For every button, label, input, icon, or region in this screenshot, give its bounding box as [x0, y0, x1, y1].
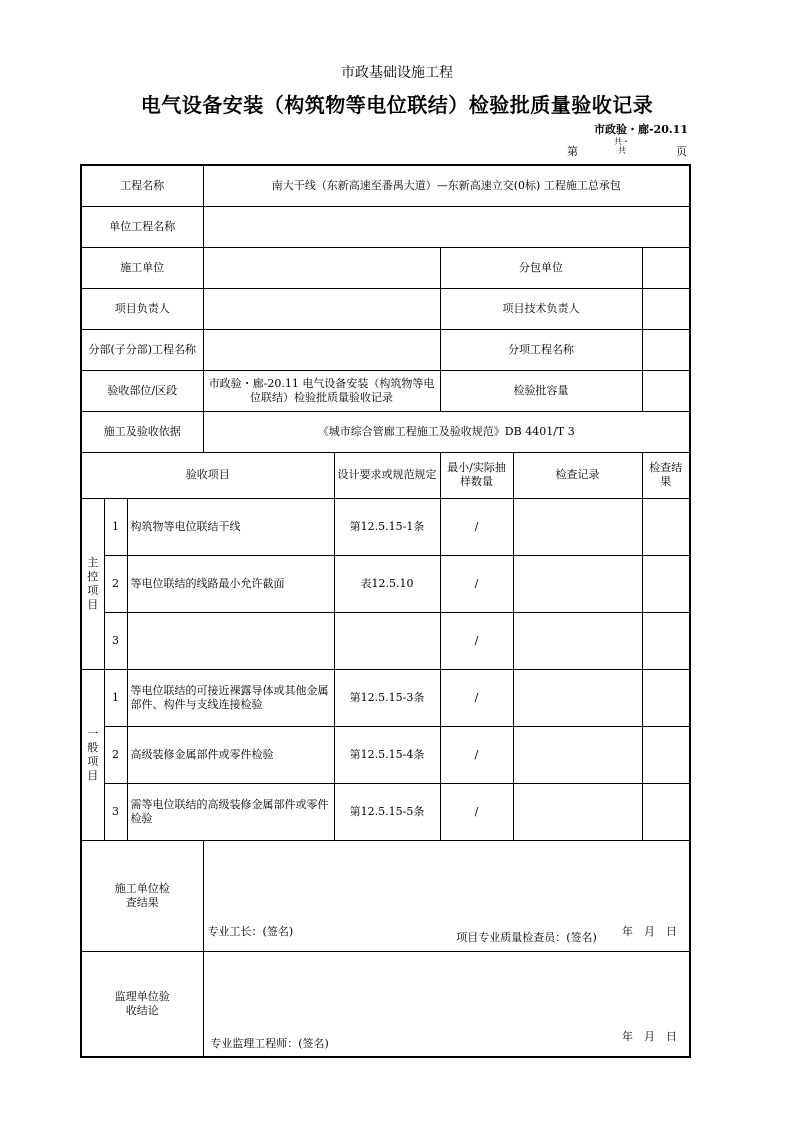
tech-manager-value[interactable] [642, 288, 690, 329]
row-column-headers [81, 452, 690, 498]
row-result[interactable] [642, 612, 690, 669]
main-control-label-text: 主控项目 [87, 555, 99, 611]
row-spec: 第12.5.15-4条 [334, 726, 440, 783]
page-title: 电气设备安装（构筑物等电位联结）检验批质量验收记录 [140, 93, 654, 117]
capacity-value[interactable] [642, 370, 690, 411]
supervision-area[interactable] [203, 951, 690, 1057]
construction-check-label-text: 施工单位检查结果 [114, 881, 170, 909]
basis-label: 施工及验收依据 [81, 411, 203, 452]
table-row [81, 669, 690, 726]
subitem-value[interactable] [642, 329, 690, 370]
row-item [127, 612, 334, 669]
row-item: 高级装修金属部件或零件检验 [127, 726, 334, 783]
row-spec [334, 612, 440, 669]
row-supervision [81, 951, 690, 1057]
row-sample: / [440, 498, 513, 555]
row-spec: 第12.5.15-1条 [334, 498, 440, 555]
page-total-top: 共・ [614, 137, 630, 146]
row-division [81, 329, 690, 370]
row-spec: 表12.5.10 [334, 555, 440, 612]
table-row [81, 783, 690, 840]
row-number: 1 [104, 498, 127, 555]
table-row [81, 498, 690, 555]
row-location [81, 370, 690, 411]
construction-check-label [81, 840, 203, 951]
general-label [81, 669, 104, 840]
row-number: 3 [104, 783, 127, 840]
row-result[interactable] [642, 726, 690, 783]
row-spec: 第12.5.15-5条 [334, 783, 440, 840]
row-construction-check [81, 840, 690, 951]
header-subtitle: 市政基础设施工程 [341, 65, 453, 81]
supervision-date: 年 月 日 [622, 1030, 678, 1043]
col-item-header: 验收项目 [81, 452, 334, 498]
row-number: 1 [104, 669, 127, 726]
subitem-label: 分项工程名称 [440, 329, 642, 370]
table-row [81, 612, 690, 669]
row-item: 等电位联结的可接近裸露导体或其他金属部件、构件与支线连接检验 [127, 669, 334, 726]
construction-unit-value[interactable] [203, 247, 440, 288]
row-result[interactable] [642, 783, 690, 840]
page-total-bottom: 共 [618, 146, 626, 155]
inspector-signature: 项目专业质量检查员：(签名) [456, 930, 597, 944]
row-item: 需等电位联结的高级装修金属部件或零件检验 [127, 783, 334, 840]
row-sample: / [440, 612, 513, 669]
row-result[interactable] [642, 669, 690, 726]
row-record[interactable] [513, 555, 642, 612]
division-label: 分部(子分部)工程名称 [81, 329, 203, 370]
acceptance-form [80, 164, 691, 1058]
row-managers [81, 288, 690, 329]
capacity-label: 检验批容量 [440, 370, 642, 411]
row-record[interactable] [513, 726, 642, 783]
basis-value: 《城市综合管廊工程施工及验收规范》DB 4401/T 3 [203, 411, 690, 452]
unit-project-value[interactable] [203, 206, 690, 247]
row-item: 等电位联结的线路最小允许截面 [127, 555, 334, 612]
row-record[interactable] [513, 612, 642, 669]
unit-project-label: 单位工程名称 [81, 206, 203, 247]
page-prefix: 第 [567, 145, 578, 158]
division-value[interactable] [203, 329, 440, 370]
subcontract-value[interactable] [642, 247, 690, 288]
page-total [612, 137, 632, 155]
row-sample: / [440, 783, 513, 840]
construction-check-area[interactable] [203, 840, 690, 951]
row-record[interactable] [513, 498, 642, 555]
row-item: 构筑物等电位联结干线 [127, 498, 334, 555]
construction-date: 年 月 日 [622, 924, 678, 938]
location-value: 市政验・廊-20.11 电气设备安装（构筑物等电位联结）检验批质量验收记录 [203, 370, 440, 411]
row-result[interactable] [642, 555, 690, 612]
table-row [81, 726, 690, 783]
row-number: 2 [104, 555, 127, 612]
page-suffix: 页 [676, 145, 687, 158]
engineer-signature: 专业监理工程师：(签名) [210, 1037, 329, 1050]
row-number: 2 [104, 726, 127, 783]
project-manager-label: 项目负责人 [81, 288, 203, 329]
col-record-header: 检查记录 [513, 452, 642, 498]
subcontract-label: 分包单位 [440, 247, 642, 288]
row-sample: / [440, 669, 513, 726]
row-spec: 第12.5.15-3条 [334, 669, 440, 726]
table-row [81, 555, 690, 612]
row-basis [81, 411, 690, 452]
col-sample-header: 最小/实际抽样数量 [440, 452, 513, 498]
main-control-label [81, 498, 104, 669]
row-unit-project [81, 206, 690, 247]
row-number: 3 [104, 612, 127, 669]
foreman-signature: 专业工长：(签名) [207, 924, 294, 938]
project-manager-value[interactable] [203, 288, 440, 329]
row-record[interactable] [513, 669, 642, 726]
row-construction-unit [81, 247, 690, 288]
col-result-header: 检查结果 [642, 452, 690, 498]
supervision-label [81, 951, 203, 1057]
tech-manager-label: 项目技术负责人 [440, 288, 642, 329]
row-sample: / [440, 726, 513, 783]
general-label-text: 一般项目 [87, 726, 99, 782]
project-name-label: 工程名称 [81, 165, 203, 206]
col-design-header: 设计要求或规范规定 [334, 452, 440, 498]
row-project-name [81, 165, 690, 206]
row-sample: / [440, 555, 513, 612]
supervision-label-text: 监理单位验收结论 [114, 989, 170, 1017]
row-result[interactable] [642, 498, 690, 555]
form-code: 市政验・廊-20.11 [593, 123, 688, 136]
project-name-value: 南大干线（东新高速至番禺大道）—东新高速立交(0标) 工程施工总承包 [203, 165, 690, 206]
location-label: 验收部位/区段 [81, 370, 203, 411]
construction-unit-label: 施工单位 [81, 247, 203, 288]
row-record[interactable] [513, 783, 642, 840]
